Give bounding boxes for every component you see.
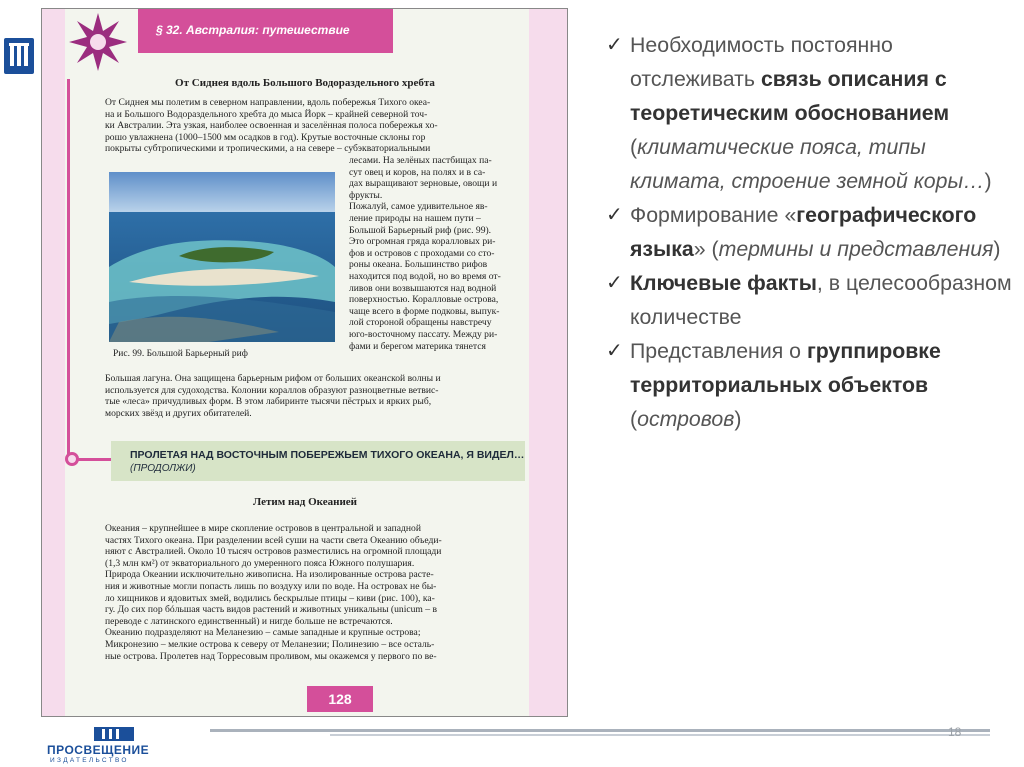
bullet-text: )	[984, 169, 992, 193]
footer-logo-icon	[94, 725, 134, 743]
bullet-text: (	[630, 135, 638, 159]
section-title: От Сиднея вдоль Большого Водораздельного хребта	[175, 77, 435, 89]
text-line: ло хищников и ядовитых змей, водились бескрылые птицы – киви (рис. 100), ка-	[105, 592, 435, 604]
bullet-text: Формирование «	[630, 203, 797, 227]
bullet-bold-text: географического языка	[630, 203, 977, 261]
bullet-item	[606, 266, 1016, 334]
publisher-logo-icon	[4, 38, 34, 74]
text-line: Океания – крупнейшее в мире скопление островов в центральной и западной	[105, 523, 421, 534]
bullet-italic-text: климатические пояса, типы климата, строение земной коры…	[630, 135, 985, 193]
text-line: юго-восточному пассату. Между ри-	[349, 328, 498, 340]
subsection-title: Летим над Океанией	[252, 496, 358, 508]
text-line: ление природы на нашем пути –	[349, 212, 481, 224]
paragraph-oceania	[105, 523, 537, 662]
bullet-text: )	[993, 237, 1001, 261]
bullet-bold-text: связь описания с теоретическим обоснованием	[630, 67, 950, 125]
photo-caption: Рис. 99. Большой Барьерный риф	[113, 349, 248, 359]
text-line: дах выращивают зерновые, овощи и	[349, 178, 498, 190]
bullet-italic-text: термины и представления	[718, 237, 994, 261]
text-line: няют с Австралией. Около 10 тысяч островов разместились на огромной площади	[105, 546, 442, 558]
text-line: (1,3 млн км²) от экваториального до умеренного пояса Южного полушария.	[105, 557, 415, 569]
text-line: роны океана. Большинство рифов	[349, 259, 488, 271]
paragraph-right	[349, 155, 537, 352]
bullet-list	[606, 28, 1016, 436]
text-line: находится под водой, но во время от-	[349, 270, 501, 282]
footer-logo	[44, 725, 194, 765]
reef-photo	[109, 172, 335, 342]
text-line: рошо увлажнена (1000–1500 мм осадков в год). Крутые восточные склоны гор	[105, 131, 426, 143]
chapter-header	[138, 9, 393, 53]
text-line: на и Большого Водораздельного хребта до мыса Йорк – крайней северной точ-	[105, 108, 428, 120]
text-line: ливов они возвышаются над водной	[349, 282, 497, 294]
text-line: фрукты.	[349, 189, 383, 201]
footer-divider	[210, 729, 990, 732]
task-line-2: (ПРОДОЛЖИ)	[130, 463, 196, 474]
textbook-page-image	[41, 8, 568, 717]
footer-divider-secondary	[330, 734, 990, 736]
bullet-bold-text: Ключевые факты	[630, 271, 817, 295]
bullet-text: , в целесообразном количестве	[630, 271, 1012, 329]
bullet-bold-text: группировке территориальных объектов	[630, 339, 941, 397]
text-line: морских звёзд и других обитателей.	[105, 407, 252, 419]
task-line-1: ПРОЛЕТАЯ НАД ВОСТОЧНЫМ ПОБЕРЕЖЬЕМ ТИХОГО ОКЕАНА, Я ВИДЕЛ…	[130, 449, 525, 461]
textbook-page	[65, 9, 529, 716]
bullet-italic-text: островов	[637, 407, 735, 431]
bullet-item	[606, 198, 1016, 266]
bullet-text: Необходимость постоянно отслеживать	[630, 33, 893, 91]
text-line: сут овец и коров, на полях и в са-	[349, 166, 486, 178]
text-line: Микронезию – мелкие острова к северу от Меланезии; Полинезию – все осталь-	[105, 638, 435, 650]
page-number: 128	[307, 686, 373, 712]
bullet-item	[606, 334, 1016, 436]
slide-number: 18	[948, 725, 962, 739]
text-line: фами и берегом материка тянется	[349, 340, 486, 352]
footer-logo-sub: ИЗДАТЕЛЬСТВО	[50, 757, 129, 764]
text-line: Это огромная гряда коралловых ри-	[349, 236, 496, 248]
text-line: фов и островов с проходами со сто-	[349, 247, 495, 259]
bullet-text: )	[734, 407, 742, 431]
text-line: лесами. На зелёных пастбищах па-	[349, 155, 492, 166]
bullet-text: » (	[693, 237, 719, 261]
text-line: От Сиднея мы полетим в северном направлении, вдоль побережья Тихого океа-	[105, 97, 431, 108]
bullet-text: Представления о	[630, 339, 807, 363]
text-line: покрыты субтропическими и тропическими, а на севере – субэкваториальными	[105, 143, 431, 155]
text-line: ные острова. Пролетев над Торресовым проливом, мы окажемся у первого по ве-	[105, 650, 437, 662]
footer-logo-name: ПРОСВЕЩЕНИЕ	[47, 743, 150, 757]
bullet-item	[606, 28, 1016, 198]
text-line: Большой Барьерный риф (рис. 99).	[349, 224, 492, 236]
text-line: гу. До сих пор бóльшая часть видов растений и животных уникальны (unicum – в	[105, 604, 438, 616]
text-line: чаще всего в форме подковы, выпук-	[349, 305, 500, 317]
paragraph-top	[105, 97, 537, 155]
check-icon: ✓	[606, 34, 623, 56]
text-line: поверхностью. Коралловые острова,	[349, 294, 499, 306]
text-line: Природа Океании исключительно живописна. На изолированные острова расте-	[105, 569, 434, 581]
text-line: Большая лагуна. Она защищена барьерным рифом от больших океанской волны и	[105, 373, 441, 384]
text-line: переводе с латинского единственный) и нигде больше не встречаются.	[105, 615, 393, 627]
text-line: частях Тихого океана. При разделении всей суши на части света Океанию объеди-	[105, 534, 442, 546]
check-icon: ✓	[606, 340, 623, 362]
check-icon: ✓	[606, 272, 623, 294]
check-icon: ✓	[606, 204, 623, 226]
bullet-text: (	[630, 407, 638, 431]
text-line: лой стороной обращены навстречу	[349, 317, 492, 329]
text-line: Пожалуй, самое удивительное яв-	[349, 201, 488, 213]
text-line: Океанию подразделяют на Меланезию – самые западные и крупные острова;	[105, 627, 421, 639]
star-emblem-icon	[67, 11, 129, 73]
margin-dot-icon	[65, 452, 79, 466]
chapter-header-text: § 32. Австралия: путешествие	[156, 23, 350, 37]
paragraph-bottom	[105, 373, 537, 419]
text-line: тые «леса» причудливых форм. В этом лабиринте тысячи пёстрых и ярких рыб,	[105, 396, 432, 408]
text-line: используется для судоходства. Колонии кораллов образуют разноцветные ветвис-	[105, 384, 439, 396]
text-line: ния и животные могли попасть лишь по воздуху или по воде. На островах не бы-	[105, 580, 437, 592]
margin-line	[67, 79, 70, 461]
task-box	[111, 441, 525, 481]
text-line: ки Австралии. Эта узкая, наиболее освоенная и заселённая полоса побережья хо-	[105, 120, 438, 132]
